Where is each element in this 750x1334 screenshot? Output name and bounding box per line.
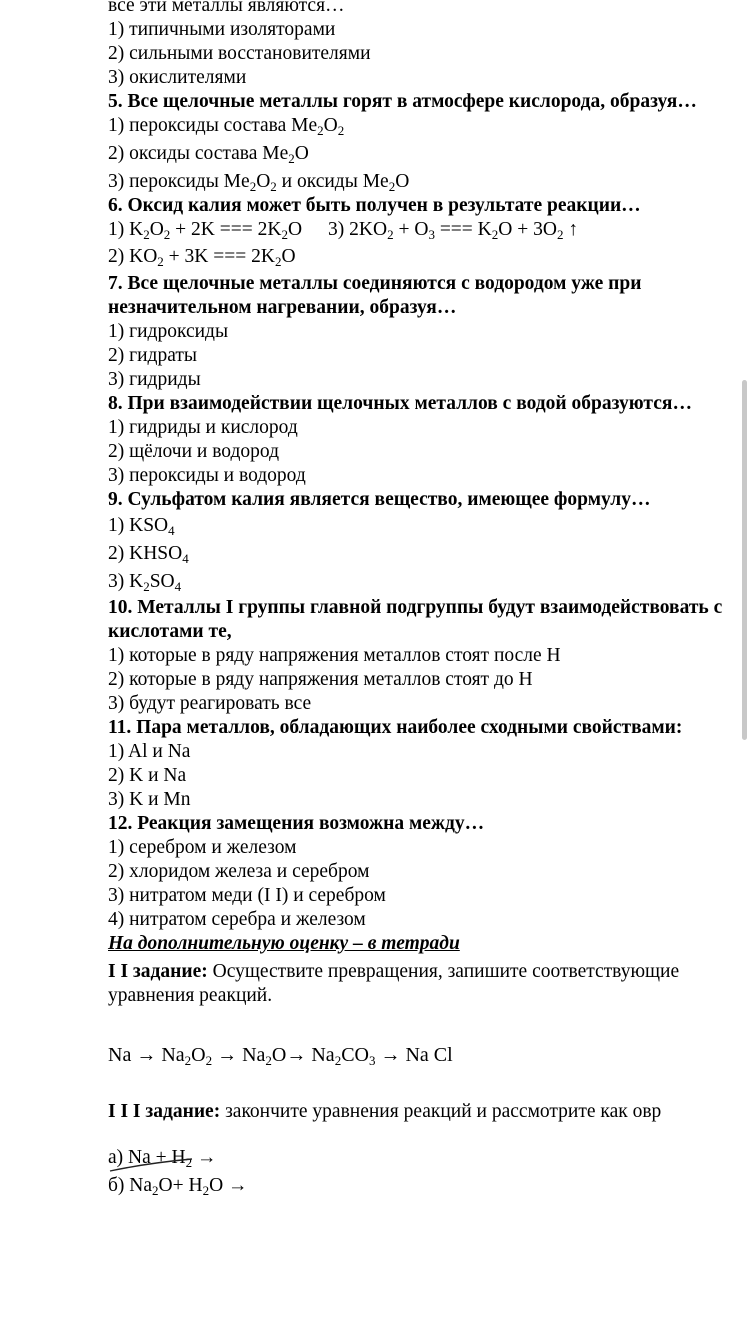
q10-answer-3: 3) будут реагировать все xyxy=(108,693,312,714)
q11-answer-1: 1) Al и Na xyxy=(108,741,191,762)
q8-answer-2: 2) щёлочи и водород xyxy=(108,441,279,462)
question-8-title: 8. При взаимодействии щелочных металлов с водой образуются… xyxy=(108,393,692,414)
question-11-title: 11. Пара металлов, обладающих наиболее сходными свойствами: xyxy=(108,717,683,738)
question-4-stem: все эти металлы являются… xyxy=(108,0,345,16)
task-3-label: I I I задание: xyxy=(108,1101,221,1122)
q11-answer-2: 2) K и Na xyxy=(108,765,187,786)
q8-answer-3: 3) пероксиды и водород xyxy=(108,465,306,486)
question-7-title: 7. Все щелочные металлы соединяются с водородом уже при незначительном нагревании, образуя… xyxy=(108,273,642,318)
question-6-title: 6. Оксид калия может быть получен в результате реакции… xyxy=(108,195,641,216)
worksheet xyxy=(108,0,728,1202)
conversion-chain: $Na \to Na_2O_2 \to Na_2O\to Na_2CO_3 \to Na$ Cl xyxy=(108,1044,453,1068)
task-3 xyxy=(108,1100,728,1124)
q12-answer-3: 3) нитратом меди (I I) и серебром xyxy=(108,885,386,906)
q6-answer-1: 1) $K_2O_2 + 2K$ === $2K_2O$ xyxy=(108,219,303,242)
q12-answer-2: 2) хлоридом железа и серебром xyxy=(108,861,370,882)
task-3-equation-b: б) $Na_2O+ H_2O$ → xyxy=(108,1175,248,1198)
q7-answer-1: 1) гидроксиды xyxy=(108,321,229,342)
q12-answer-1: 1) серебром и железом xyxy=(108,837,297,858)
question-9-title: 9. Сульфатом калия является вещество, имеющее формулу… xyxy=(108,489,651,510)
q10-answer-2: 2) которые в ряду напряжения металлов стоят до H xyxy=(108,669,533,690)
q5-answer-3: 3) пероксиды $Me_2O_2$ и оксиды $Me_2O$ xyxy=(108,171,410,194)
q11-answer-3: 3) K и Mn xyxy=(108,789,191,810)
q4-answer-2: 2) сильными восстановителями xyxy=(108,43,371,64)
q8-answer-1: 1) гидриды и кислород xyxy=(108,417,298,438)
q7-answer-2: 2) гидраты xyxy=(108,345,197,366)
q12-answer-4: 4) нитратом серебра и железом xyxy=(108,909,366,930)
task-2-label: I I задание: xyxy=(108,961,208,982)
q4-answer-1: 1) типичными изоляторами xyxy=(108,19,336,40)
q9-answer-1: 1) $KSO_4$ xyxy=(108,515,175,538)
q6-answer-3: 3) $2KO_2 + O_3$ === $K_2O + 3O_2$ ↑ xyxy=(328,219,579,242)
scrollbar[interactable] xyxy=(742,380,747,740)
q10-answer-1: 1) которые в ряду напряжения металлов стоят после H xyxy=(108,645,561,666)
question-12-title: 12. Реакция замещения возможна между… xyxy=(108,813,485,834)
q4-answer-3: 3) окислителями xyxy=(108,67,247,88)
q6-answers-1-3 xyxy=(108,218,728,242)
q9-answer-2: 2) $KHSO_4$ xyxy=(108,543,189,566)
question-10-title: 10. Металлы I группы главной подгруппы будут взаимодействовать с кислотами те, xyxy=(108,597,723,642)
task-3-text: закончите уравнения реакций и рассмотрите как овр xyxy=(220,1101,662,1122)
q9-answer-3: 3) $K_2SO_4$ xyxy=(108,571,182,594)
task-2-text: Осуществите превращения, запишите соответствующие уравнения реакций. xyxy=(108,961,680,1006)
q5-answer-1: 1) пероксиды состава $Me_2O_2$ xyxy=(108,115,345,138)
q7-answer-3: 3) гидриды xyxy=(108,369,201,390)
pen-stroke xyxy=(108,1155,198,1175)
q5-answer-2: 2) оксиды состава $Me_2O$ xyxy=(108,143,309,166)
q6-answer-2: 2) $KO_2 + 3K$ === $2K_2O$ xyxy=(108,246,296,269)
task-3-equation-a: а) $Na + H_2$ → xyxy=(108,1147,217,1170)
question-5-title: 5. Все щелочные металлы горят в атмосфере кислорода, образуя… xyxy=(108,91,697,112)
extra-credit-heading: На дополнительную оценку – в тетради xyxy=(108,933,460,954)
task-2 xyxy=(108,960,728,1008)
